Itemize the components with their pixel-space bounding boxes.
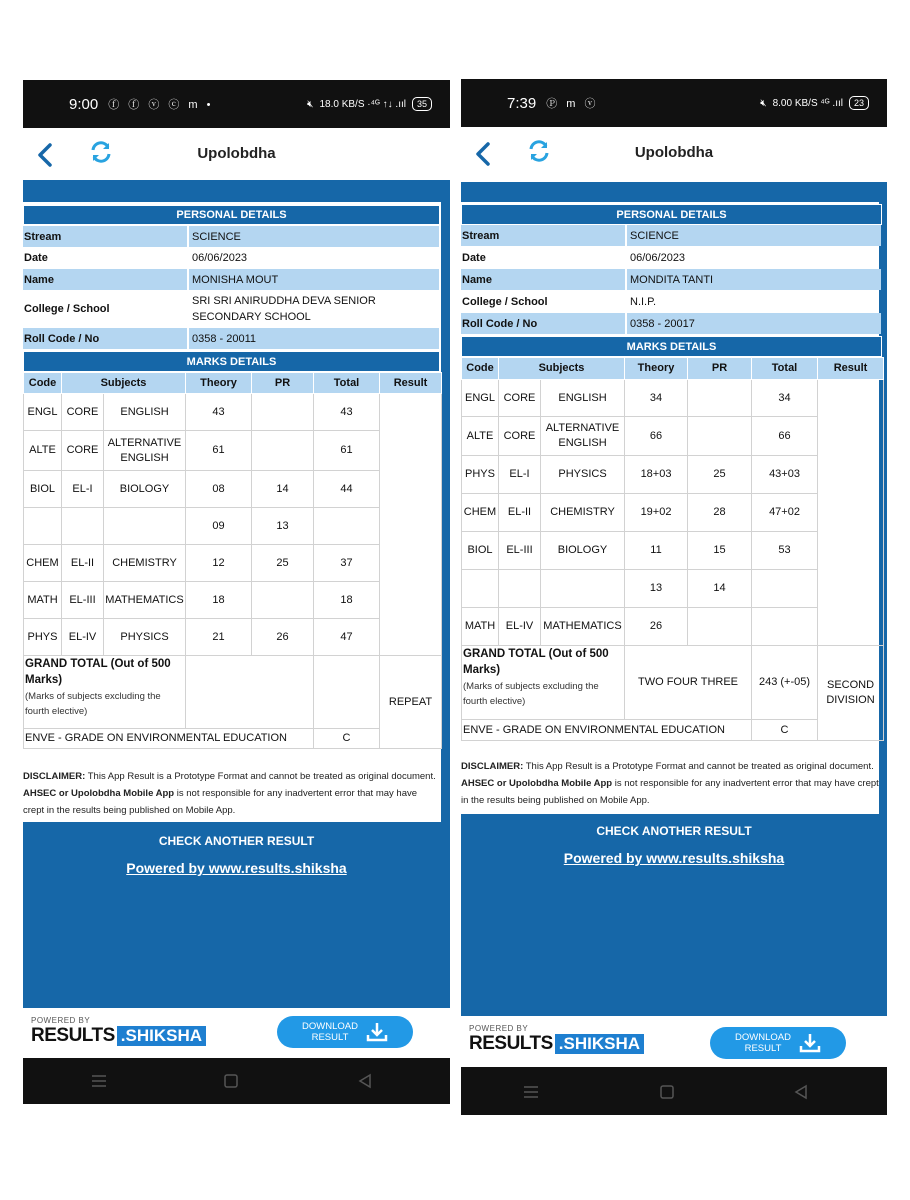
pr-cell — [688, 417, 752, 456]
mute-icon: 🔇︎ — [760, 97, 767, 109]
download-result-button[interactable] — [710, 1027, 846, 1059]
header-result: Result — [818, 358, 884, 380]
theory-cell: 34 — [625, 380, 688, 417]
app-bar — [461, 127, 887, 183]
stream-value: SCIENCE — [189, 226, 439, 247]
theory-cell: 18 — [186, 582, 252, 619]
mute-icon: 🔇︎ — [307, 98, 314, 110]
grand-total-label-cell — [24, 656, 186, 729]
status-right — [307, 80, 432, 128]
type-cell: EL-III — [62, 582, 104, 619]
disclaimer-brand: AHSEC or Upolobdha Mobile App — [461, 778, 613, 789]
header-pr: PR — [252, 373, 314, 394]
code-cell: ALTE — [24, 431, 62, 471]
code-cell: ENGL — [24, 394, 62, 431]
marks-header-row — [24, 373, 442, 394]
code-cell: PHYS — [462, 456, 499, 494]
roll-value: 0358 - 20011 — [189, 328, 439, 349]
subject-cell: CHEMISTRY — [541, 494, 625, 532]
marks-header-row — [462, 358, 884, 380]
grand-total-note: (Marks of subjects excluding the fourth elective) — [25, 691, 161, 717]
app-bar — [23, 128, 450, 184]
pr-cell: 15 — [688, 532, 752, 570]
type-cell: EL-I — [62, 471, 104, 508]
subject-cell: BIOLOGY — [104, 471, 186, 508]
result-value: SECOND DIVISION — [818, 646, 884, 741]
results-shiksha-logo — [469, 1033, 644, 1055]
table-row — [24, 471, 442, 508]
code-cell: ENGL — [462, 380, 499, 417]
home-icon[interactable] — [221, 1071, 241, 1091]
disclaimer — [23, 768, 439, 819]
env-row — [24, 729, 442, 749]
grand-total-value — [314, 656, 380, 729]
pr-cell: 26 — [252, 619, 314, 656]
name-row — [461, 269, 881, 290]
grand-total-note: (Marks of subjects excluding the fourth elective) — [463, 681, 599, 707]
grand-total-label: GRAND TOTAL (Out of 500 Marks) — [25, 658, 171, 686]
theory-cell: 19+02 — [625, 494, 688, 532]
result-value: REPEAT — [380, 656, 442, 749]
result-card — [461, 202, 879, 814]
college-label: College / School — [23, 291, 189, 327]
total-cell: 34 — [752, 380, 818, 417]
disclaimer-brand: AHSEC or Upolobdha Mobile App — [23, 788, 175, 799]
download-icon — [366, 1022, 388, 1042]
subject-cell: ALTERNATIVE ENGLISH — [541, 417, 625, 456]
status-time: 7:39 — [507, 94, 537, 112]
brand-shiksha: .SHIKSHA — [117, 1026, 206, 1046]
home-icon[interactable] — [657, 1082, 677, 1102]
pr-cell — [252, 394, 314, 431]
recent-apps-icon[interactable] — [89, 1071, 109, 1091]
date-row — [461, 247, 881, 268]
brand-powered-by: POWERED BY — [469, 1024, 529, 1033]
powered-by-link[interactable]: Powered by www.results.shiksha — [126, 860, 347, 876]
header-total: Total — [752, 358, 818, 380]
date-value: 06/06/2023 — [630, 251, 686, 264]
download-icon — [799, 1033, 821, 1053]
download-label — [735, 1032, 791, 1054]
theory-cell: 21 — [186, 619, 252, 656]
name-value: MONISHA MOUT — [189, 269, 439, 290]
env-label: ENVE - GRADE ON ENVIRONMENTAL EDUCATION — [462, 720, 752, 741]
pr-cell — [252, 582, 314, 619]
subject-cell — [104, 508, 186, 545]
disclaimer-label: DISCLAIMER: — [23, 771, 86, 782]
nav-back-icon[interactable] — [355, 1071, 375, 1091]
college-row — [461, 291, 881, 312]
college-value: N.I.P. — [630, 295, 657, 308]
theory-cell: 66 — [625, 417, 688, 456]
status-time: 9:00 — [69, 95, 99, 113]
type-cell: EL-II — [499, 494, 541, 532]
code-cell: CHEM — [462, 494, 499, 532]
ad-banner — [23, 1008, 450, 1058]
download-label — [302, 1021, 358, 1043]
brand-powered-by: POWERED BY — [31, 1016, 91, 1025]
pr-cell: 14 — [688, 570, 752, 608]
date-row — [23, 247, 439, 268]
name-label: Name — [23, 269, 189, 290]
marks-details-heading: MARKS DETAILS — [23, 351, 440, 372]
subject-cell — [541, 570, 625, 608]
type-cell: CORE — [499, 380, 541, 417]
code-cell: BIOL — [24, 471, 62, 508]
system-nav-bar — [23, 1058, 450, 1104]
total-cell — [752, 570, 818, 608]
status-bar — [23, 80, 450, 128]
total-cell: 53 — [752, 532, 818, 570]
personal-details-heading: PERSONAL DETAILS — [461, 204, 882, 225]
header-pr: PR — [688, 358, 752, 380]
download-line-2: RESULT — [311, 1032, 349, 1043]
network-speed: 8.00 KB/S ⁴ᴳ .ııl — [772, 97, 843, 109]
theory-cell: 09 — [186, 508, 252, 545]
theory-cell: 43 — [186, 394, 252, 431]
result-cell-blank — [818, 380, 884, 646]
disclaimer-label: DISCLAIMER: — [461, 761, 524, 772]
right-phone-screenshot — [461, 79, 887, 1115]
subject-cell: ALTERNATIVE ENGLISH — [104, 431, 186, 471]
battery-icon: 23 — [849, 96, 869, 110]
total-cell: 66 — [752, 417, 818, 456]
roll-value: 0358 - 20017 — [627, 313, 881, 334]
grand-total-row — [462, 646, 884, 720]
subject-cell: CHEMISTRY — [104, 545, 186, 582]
brand-results: RESULTS — [469, 1033, 553, 1054]
code-cell: CHEM — [24, 545, 62, 582]
marks-table — [23, 372, 442, 749]
grand-total-words — [186, 656, 314, 729]
results-shiksha-logo — [31, 1025, 206, 1047]
check-another-result-button[interactable]: CHECK ANOTHER RESULT — [158, 834, 315, 848]
total-cell: 47 — [314, 619, 380, 656]
table-row — [24, 619, 442, 656]
stream-value: SCIENCE — [627, 225, 881, 246]
total-cell: 43 — [314, 394, 380, 431]
marks-details-heading: MARKS DETAILS — [461, 336, 882, 357]
name-label: Name — [461, 269, 627, 290]
header-subjects: Subjects — [62, 373, 186, 394]
roll-row — [23, 328, 439, 349]
pr-cell — [688, 380, 752, 417]
subject-cell: BIOLOGY — [541, 532, 625, 570]
subject-cell: MATHEMATICS — [541, 608, 625, 646]
nav-back-icon[interactable] — [791, 1082, 811, 1102]
result-card — [23, 202, 441, 822]
powered-by-link[interactable]: Powered by www.results.shiksha — [563, 850, 785, 866]
roll-row — [461, 313, 881, 334]
download-line-1: DOWNLOAD — [735, 1032, 791, 1043]
table-row — [24, 545, 442, 582]
left-phone-screenshot — [23, 80, 450, 1104]
grand-total-label-cell — [462, 646, 625, 720]
grand-total-row — [24, 656, 442, 729]
date-value: 06/06/2023 — [192, 251, 248, 264]
grand-total-value: 243 (+-05) — [752, 646, 818, 720]
battery-icon: 35 — [412, 97, 432, 111]
pr-cell: 14 — [252, 471, 314, 508]
theory-cell: 18+03 — [625, 456, 688, 494]
type-cell — [62, 508, 104, 545]
disclaimer-text-1: This App Result is a Prototype Format and cannot be treated as original document. — [525, 761, 874, 772]
type-cell: CORE — [499, 417, 541, 456]
personal-details-heading: PERSONAL DETAILS — [23, 205, 440, 225]
recent-apps-icon[interactable] — [521, 1082, 541, 1102]
ad-banner — [461, 1016, 887, 1066]
marks-table — [461, 357, 884, 741]
theory-cell: 11 — [625, 532, 688, 570]
app-title: Upolobdha — [634, 144, 714, 161]
brand-results: RESULTS — [31, 1025, 115, 1046]
subject-cell: PHYSICS — [541, 456, 625, 494]
header-code: Code — [24, 373, 62, 394]
theory-cell: 12 — [186, 545, 252, 582]
pr-cell — [252, 431, 314, 471]
brand-shiksha: .SHIKSHA — [555, 1034, 644, 1054]
status-right — [760, 79, 869, 127]
type-cell — [499, 570, 541, 608]
type-cell: CORE — [62, 431, 104, 471]
pr-cell — [688, 608, 752, 646]
app-title: Upolobdha — [197, 145, 276, 162]
table-row — [24, 582, 442, 619]
total-cell — [314, 508, 380, 545]
stream-row — [461, 225, 881, 246]
college-row — [23, 291, 439, 327]
college-label: College / School — [461, 291, 627, 312]
total-cell — [752, 608, 818, 646]
code-cell: MATH — [462, 608, 499, 646]
total-cell: 43+03 — [752, 456, 818, 494]
header-total: Total — [314, 373, 380, 394]
stream-label: Stream — [461, 225, 627, 246]
code-cell: PHYS — [24, 619, 62, 656]
total-cell: 18 — [314, 582, 380, 619]
header-subjects: Subjects — [499, 358, 625, 380]
code-cell: BIOL — [462, 532, 499, 570]
name-value: MONDITA TANTI — [627, 269, 881, 290]
notification-icons: ⓕ ⓕ ⓥ ⓒ m • — [108, 99, 214, 111]
subject-cell: PHYSICS — [104, 619, 186, 656]
table-row — [462, 380, 884, 417]
total-cell: 37 — [314, 545, 380, 582]
system-nav-bar — [461, 1067, 887, 1115]
env-grade: C — [314, 729, 380, 749]
table-row — [24, 394, 442, 431]
header-theory: Theory — [625, 358, 688, 380]
disclaimer-text-1: This App Result is a Prototype Format and cannot be treated as original document. — [87, 771, 436, 782]
pr-cell: 13 — [252, 508, 314, 545]
table-row — [24, 431, 442, 471]
type-cell: CORE — [62, 394, 104, 431]
subject-cell: ENGLISH — [104, 394, 186, 431]
theory-cell: 13 — [625, 570, 688, 608]
stream-row — [23, 226, 439, 247]
theory-cell: 08 — [186, 471, 252, 508]
roll-label: Roll Code / No — [461, 313, 627, 334]
disclaimer-text-2: is not responsible for any inadvertent error that may have crept in the results being published on Mobile App. — [461, 778, 879, 806]
total-cell: 47+02 — [752, 494, 818, 532]
type-cell: EL-I — [499, 456, 541, 494]
download-line-2: RESULT — [744, 1043, 782, 1054]
disclaimer — [461, 758, 879, 809]
type-cell: EL-II — [62, 545, 104, 582]
code-cell — [462, 570, 499, 608]
table-row — [24, 508, 442, 545]
stream-label: Stream — [23, 226, 189, 247]
download-line-1: DOWNLOAD — [302, 1021, 358, 1032]
date-label: Date — [461, 247, 627, 268]
pr-cell: 25 — [252, 545, 314, 582]
notification-icons: Ⓟ m ⓥ — [546, 98, 599, 110]
grand-total-words: TWO FOUR THREE — [625, 646, 752, 720]
disclaimer-text-2: is not responsible for any inadvertent error that may have crept in the results being published on Mobile App. — [23, 788, 418, 816]
env-grade: C — [752, 720, 818, 741]
status-bar — [461, 79, 887, 127]
subject-cell: ENGLISH — [541, 380, 625, 417]
code-cell: ALTE — [462, 417, 499, 456]
header-code: Code — [462, 358, 499, 380]
grand-total-label: GRAND TOTAL (Out of 500 Marks) — [463, 648, 609, 676]
code-cell: MATH — [24, 582, 62, 619]
header-theory: Theory — [186, 373, 252, 394]
download-result-button[interactable] — [277, 1016, 413, 1048]
pr-cell: 25 — [688, 456, 752, 494]
roll-label: Roll Code / No — [23, 328, 189, 349]
total-cell: 44 — [314, 471, 380, 508]
type-cell: EL-IV — [499, 608, 541, 646]
check-another-result-button[interactable]: CHECK ANOTHER RESULT — [596, 824, 752, 838]
total-cell: 61 — [314, 431, 380, 471]
theory-cell: 26 — [625, 608, 688, 646]
subject-cell: MATHEMATICS — [104, 582, 186, 619]
name-row — [23, 269, 439, 290]
college-value: SRI SRI ANIRUDDHA DEVA SENIOR SECONDARY SCHOOL — [192, 295, 376, 323]
type-cell: EL-III — [499, 532, 541, 570]
date-label: Date — [23, 247, 189, 268]
pr-cell: 28 — [688, 494, 752, 532]
theory-cell: 61 — [186, 431, 252, 471]
code-cell — [24, 508, 62, 545]
env-label: ENVE - GRADE ON ENVIRONMENTAL EDUCATION — [24, 729, 314, 749]
header-result: Result — [380, 373, 442, 394]
network-speed: 18.0 KB/S ·⁴ᴳ ↑↓ .ııl — [319, 98, 406, 110]
type-cell: EL-IV — [62, 619, 104, 656]
result-cell-blank — [380, 394, 442, 656]
